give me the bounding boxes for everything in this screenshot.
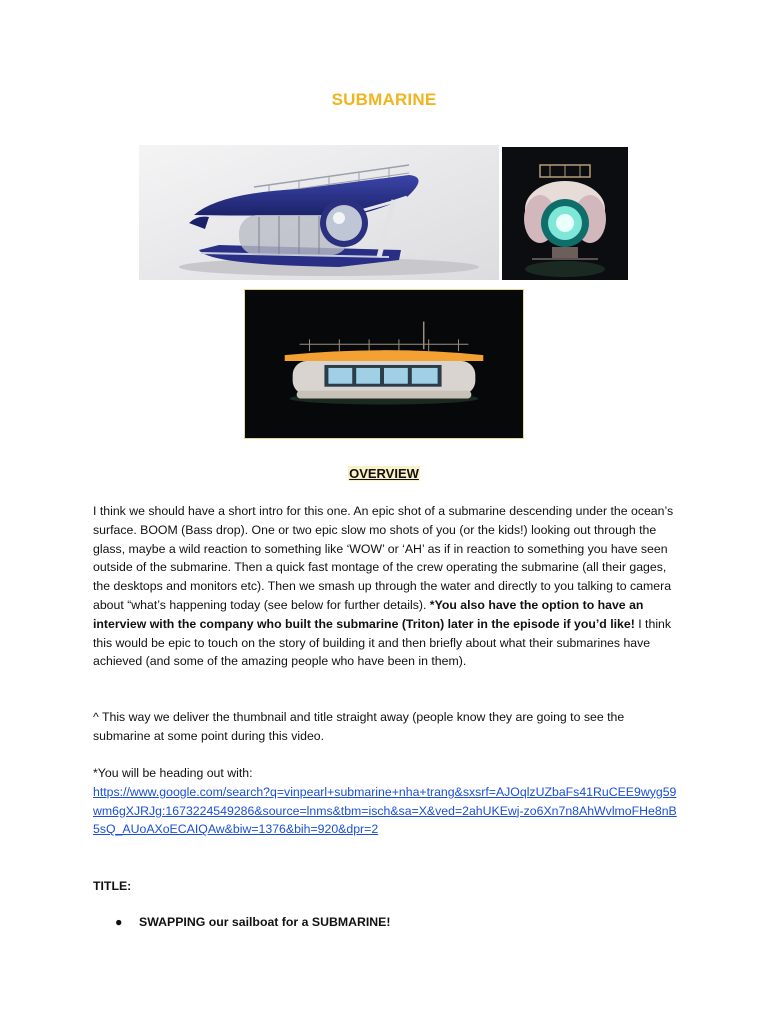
search-reference-link[interactable]: https://www.google.com/search?q=vinpearl+submarine+nha+trang&sxsrf=AJOqlzUZbaFs41RuCEE9wyg59wm6gXJRJg:1673224549286&source=lnms&tbm=isch&sa=X&ved=2ahUKEwj-zo6Xn7n8AhWvlmoFHe8nB5sQ_AUoAXoECAIQAw&biw=1376&bih=920&dpr=2 [93,784,677,837]
title-bullet-item [115,915,390,929]
overview-heading-text: OVERVIEW [349,466,419,481]
title-label: TITLE: [93,879,132,893]
overview-text-part-2: I think this would be epic to touch on the story of building it and then briefly about what their submarines have achieved (and some of the amazing people who have been in them). [93,616,672,669]
overview-text-part-1: I think we should have a short intro for this one. An epic shot of a submarine descending under the ocean’s surface. BOOM (Bass drop). One or two epic slow mo shots of you (or the kids!) looking out through the glass, maybe a wild reaction to something like ‘WOW’ or ‘AH’ as if in reaction to something you have seen outside of the submarine. Then a quick fast montage of the crew operating the submarine (all their gages, the desktops and monitors etc). Then we smash up through the water and directly to you talking to camera about “what’s happening today (see below for further details). [93,504,674,612]
bullet-dot-icon: ● [115,915,123,929]
interview-option-note: *You also have the option to have an interview with the company who built the submarine (Triton) later in the episode if you’d like! [93,597,644,631]
heading-out-paragraph [93,764,677,839]
heading-out-intro: *You will be heading out with: [93,766,253,780]
submarine-side-photo [139,145,499,280]
document-title: SUBMARINE [331,90,437,109]
submarine-night-photo [244,289,524,439]
thumbnail-note-paragraph: ^ This way we deliver the thumbnail and title straight away (people know they are going to see the submarine at some point during this video. [93,710,625,743]
overview-heading [0,466,768,481]
title-option-text: SWAPPING our sailboat for a SUBMARINE! [139,915,391,929]
overview-paragraph [93,502,677,671]
submarine-front-photo [502,147,628,280]
